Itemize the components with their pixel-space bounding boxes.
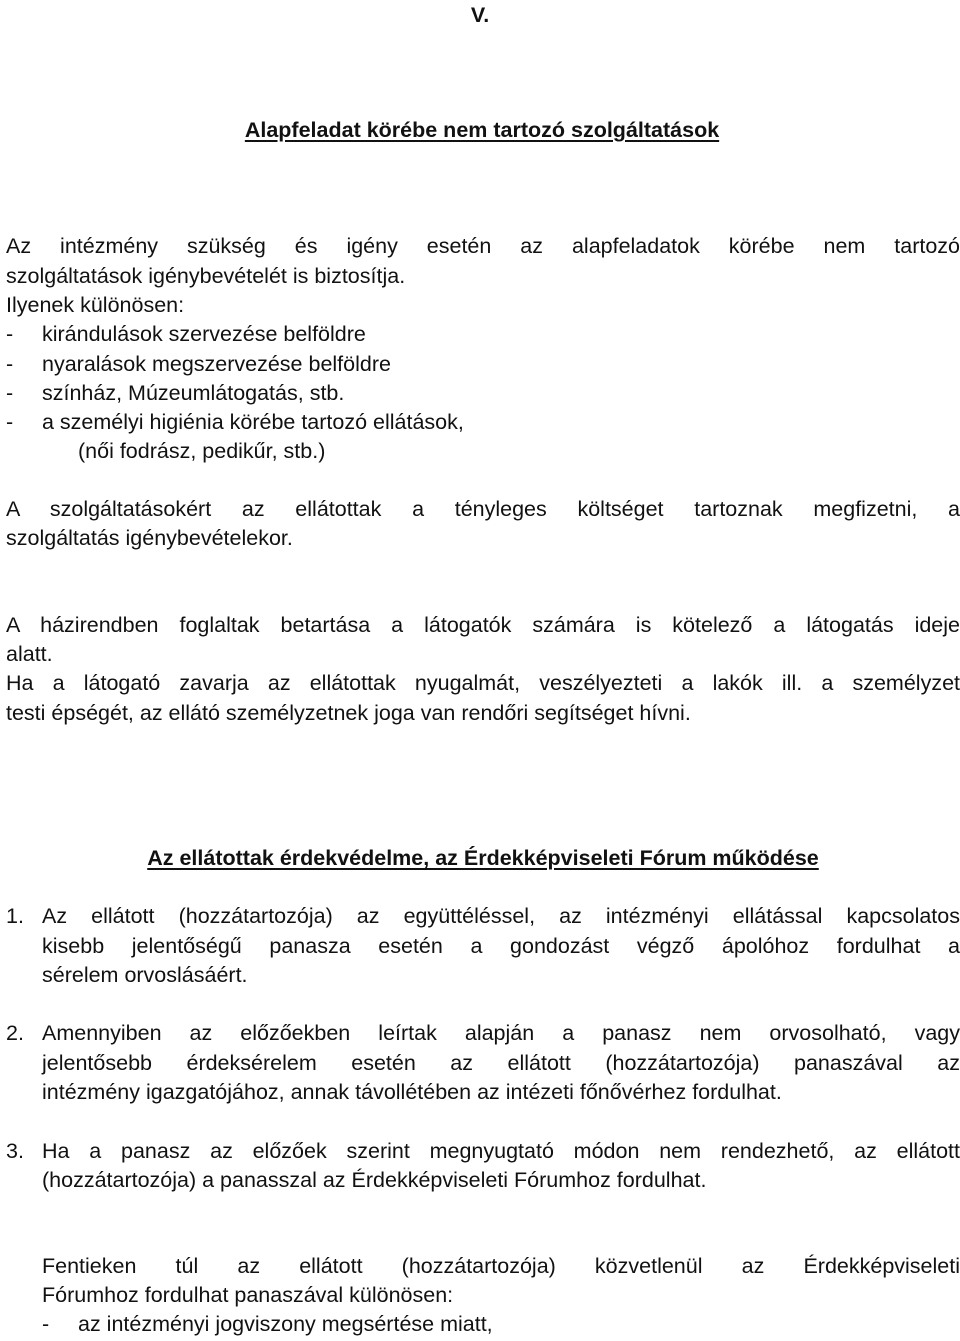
house-rules-line-3: Ha a látogató zavarja az ellátottak nyugalmát, veszélyezteti a lakók ill. a személyzet	[6, 671, 960, 695]
item-line: jelentősebb érdeksérelem esetén az ellátott (hozzátartozója) panaszával az	[42, 1051, 960, 1075]
list-dash: -	[6, 410, 14, 434]
list-dash: -	[6, 352, 14, 376]
closing-line-2: Fórumhoz fordulhat panaszával különösen:	[42, 1283, 454, 1307]
list-item: kirándulások szervezése belföldre	[42, 322, 366, 346]
section-number: V.	[470, 3, 490, 27]
house-rules-line-2: alatt.	[6, 642, 53, 666]
item-number: 3.	[6, 1139, 24, 1163]
item-line: kisebb jelentőségű panasza esetén a gondozást végző ápolóhoz fordulhat a	[42, 934, 960, 958]
item-line: (hozzátartozója) a panasszal az Érdekképviseleti Fórumhoz fordulhat.	[42, 1168, 707, 1192]
list-dash: -	[42, 1312, 50, 1336]
item-number: 1.	[6, 904, 24, 928]
item-number: 2.	[6, 1021, 24, 1045]
list-item: színház, Múzeumlátogatás, stb.	[42, 381, 345, 405]
payment-line-2: szolgáltatás igénybevételekor.	[6, 526, 293, 550]
house-rules-line-1: A házirendben foglaltak betartása a látogatók számára is kötelező a látogatás ideje	[6, 613, 960, 637]
item-line: Amennyiben az előzőekben leírtak alapján a panasz nem orvosolható, vagy	[42, 1021, 960, 1045]
item-line: intézmény igazgatójához, annak távollétében az intézeti főnővérhez fordulhat.	[42, 1080, 782, 1104]
section-title: Alapfeladat körébe nem tartozó szolgáltatások	[244, 118, 720, 142]
item-line: sérelem orvoslásáért.	[42, 963, 248, 987]
item-line: Ha a panasz az előzőek szerint megnyugtató módon nem rendezhető, az ellátott	[42, 1139, 960, 1163]
list-dash: -	[6, 381, 14, 405]
list-dash: -	[6, 322, 14, 346]
intro-line-1: Az intézmény szükség és igény esetén az alapfeladatok körébe nem tartozó	[6, 234, 960, 258]
list-item-continuation: (női fodrász, pedikűr, stb.)	[78, 439, 326, 463]
intro-line-2: szolgáltatások igénybevételét is biztosítja.	[6, 264, 406, 288]
item-line: Az ellátott (hozzátartozója) az együttéléssel, az intézményi ellátással kapcsolatos	[42, 904, 960, 928]
payment-line-1: A szolgáltatásokért az ellátottak a tényleges költséget tartoznak megfizetni, a	[6, 497, 960, 521]
list-item: az intézményi jogviszony megsértése miatt,	[78, 1312, 493, 1336]
list-item: a személyi higiénia körébe tartozó ellátások,	[42, 410, 464, 434]
closing-line-1: Fentieken túl az ellátott (hozzátartozója) közvetlenül az Érdekképviseleti	[42, 1254, 960, 1278]
subsection-title: Az ellátottak érdekvédelme, az Érdekképviseleti Fórum működése	[147, 846, 819, 870]
list-item: nyaralások megszervezése belföldre	[42, 352, 391, 376]
house-rules-line-4: testi épségét, az ellátó személyzetnek joga van rendőri segítséget hívni.	[6, 701, 691, 725]
intro-lead: Ilyenek különösen:	[6, 293, 185, 317]
